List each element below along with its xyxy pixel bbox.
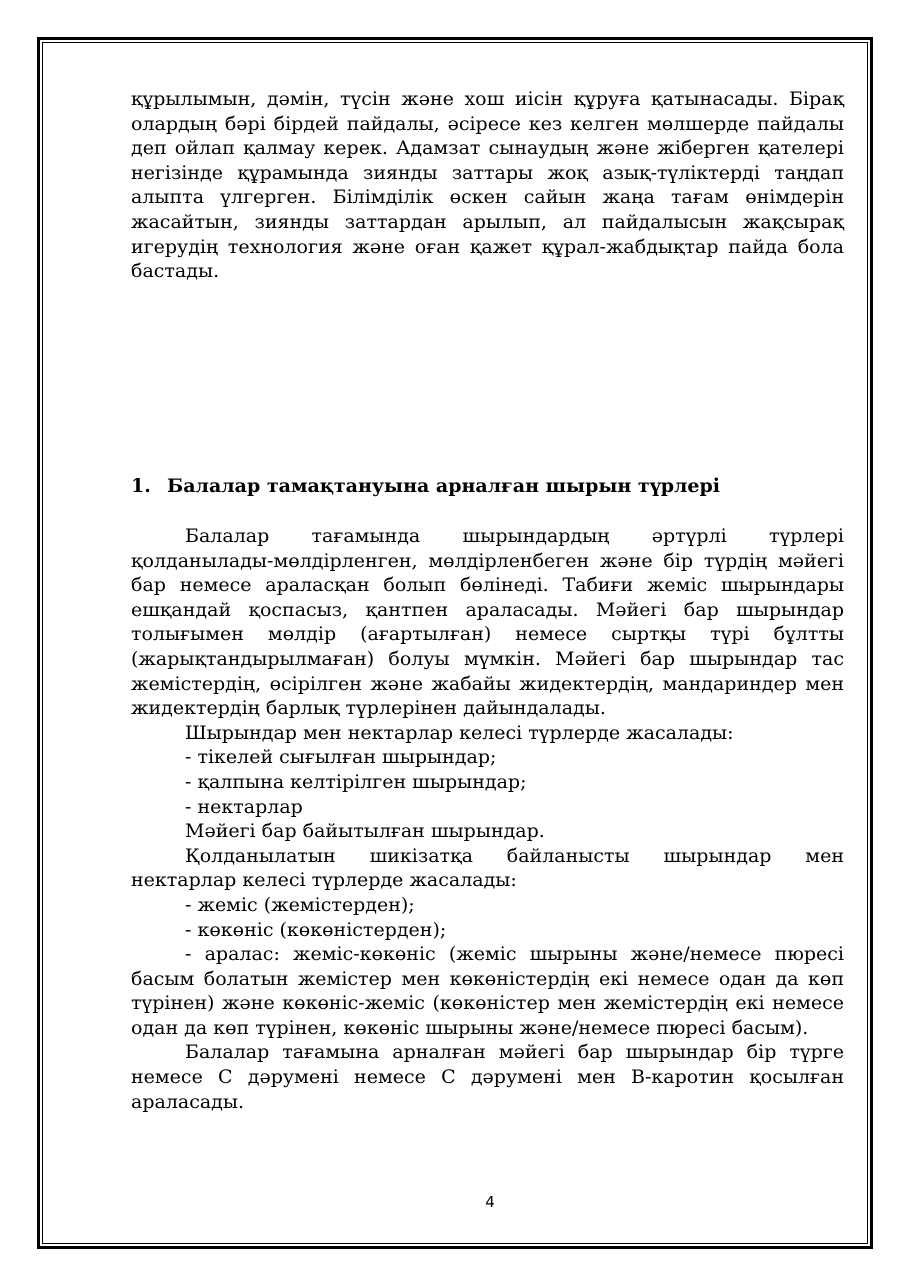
body-paragraph: Мәйегі бар байытылған шырындар. [185, 820, 545, 843]
body-paragraph: Балалар тағамына арналған мәйегі бар шырындар бір түрге немесе С дәрумені немесе С дәрумені мен В-каротин қосылған араласады. [131, 1041, 844, 1113]
section-number: 1. [131, 475, 151, 497]
list-item: - жеміс (жемістерден); [185, 893, 415, 916]
list-item: - қалпына келтірілген шырындар; [185, 770, 527, 793]
intro-paragraph: құрылымын, дәмін, түсін және хош иісін құруға қатынасады. Бірақ олардың бәрі бірдей пайдалы, әсіресе кез келген мөлшерде пайдалы деп ойлап қалмау керек. Адамзат сынаудың және жіберген қателері негізінде құрамында зиянды заттары жоқ азық-түліктерді таңдап алыпта үлгерген. Білімділік өскен сайын жаңа тағам өнімдерін жасайтын, зиянды заттардан арылып, ал пайдалысын жақсырақ игерудің технология және оған қажет құрал-жабдықтар пайда бола бастады. [131, 88, 844, 283]
body-paragraph: Балалар тағамында шырындардың әртүрлі түрлері қолданылады-мөлдірленген, мөлдірленбеген және бір түрдің мәйегі бар немесе араласқан болып бөлінеді. Табиғи жеміс шырындары ешқандай қоспасыз, қантпен араласады. Мәйегі бар шырындар толығымен мөлдір (ағартылған) немесе сыртқы түрі бұлтты (жарықтандырылмаған) болуы мүмкін. Мәйегі бар шырындар тас жемістердің, өсірілген және жабайы жидектердің, мандариндер мен жидектердің барлық түрлерінен дайындалады. [131, 525, 844, 720]
page-number: 4 [485, 1193, 495, 1211]
section-heading [131, 474, 844, 498]
list-item: - тікелей сығылған шырындар; [185, 746, 497, 769]
intro-block [131, 87, 844, 284]
list-item: - нектарлар [185, 795, 303, 818]
body-paragraph: Қолданылатын шикізатқа байланысты шырындар мен нектарлар келесі түрлерде жасалады: [131, 844, 844, 892]
section-body [131, 524, 844, 1114]
list-item: - аралас: жеміс-көкөніс (жеміс шырыны және/немесе пюресі басым болатын жемістер мен көкөністердің екі немесе одан да көп түрінен) және көкөніс-жеміс (көкөністер мен жемістердің екі немесе одан да көп түрінен, көкөніс шырыны және/немесе пюресі басым). [131, 943, 844, 1039]
body-paragraph: Шырындар мен нектарлар келесі түрлерде жасалады: [185, 721, 734, 744]
list-item: - көкөніс (көкөністерден); [185, 918, 447, 941]
section-title: Балалар тамақтануына арналған шырын түрлері [167, 475, 721, 497]
